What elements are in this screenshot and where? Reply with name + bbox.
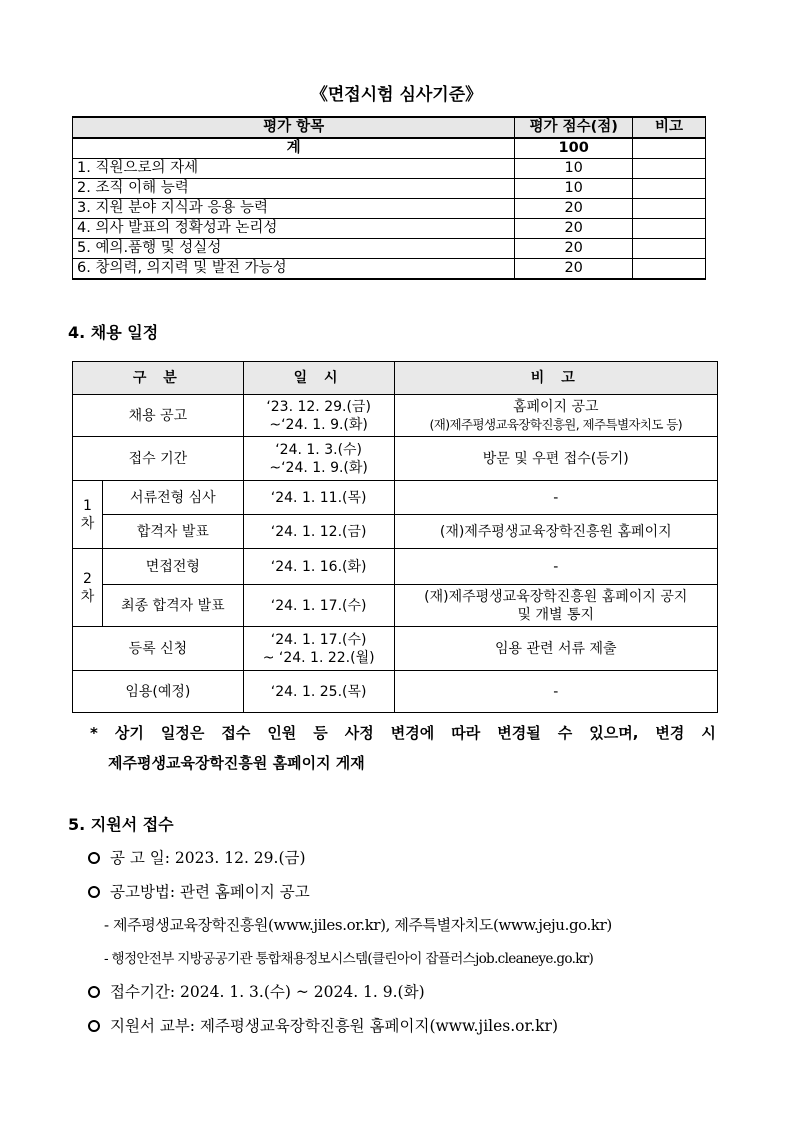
header-item: 평가 항목 — [73, 117, 515, 138]
stage-suffix: 차 — [80, 515, 95, 532]
schedule-table — [72, 361, 718, 713]
stage-label — [73, 481, 103, 549]
criteria-item: 3. 지원 분야 지식과 응용 능력 — [73, 199, 515, 219]
criteria-note — [633, 199, 706, 219]
table-row — [73, 179, 706, 199]
note-line: (재)제주평생교육장학진흥원 홈페이지 공지 — [424, 588, 688, 605]
application-subitem: - 제주평생교육장학진흥원(www.jiles.or.kr), 제주특별자치도(www.jeju.go.kr) — [104, 916, 612, 934]
row-label: 등록 신청 — [73, 627, 244, 671]
note-word: 인원 — [267, 724, 297, 742]
row-date: ‘24. 1. 11.(목) — [243, 481, 394, 515]
header-note: 비 고 — [394, 362, 717, 395]
header-score: 평가 점수(점) — [515, 117, 633, 138]
note-line-2: 제주평생교육장학진흥원 홈페이지 게재 — [108, 754, 365, 772]
schedule-note — [90, 718, 716, 778]
row-note: (재)제주평생교육장학진흥원 홈페이지 — [394, 515, 717, 549]
row-date: ‘24. 1. 25.(목) — [243, 671, 394, 713]
table-row — [73, 437, 718, 481]
total-score: 100 — [515, 138, 633, 159]
schedule-heading: 4. 채용 일정 — [68, 323, 159, 342]
table-row — [73, 627, 718, 671]
total-note — [633, 138, 706, 159]
date-line: ~‘24. 1. 9.(화) — [269, 416, 368, 433]
note-word: 따라 — [451, 724, 481, 742]
criteria-score: 10 — [515, 159, 633, 179]
row-date: ‘24. 1. 12.(금) — [243, 515, 394, 549]
table-row — [73, 219, 706, 239]
row-label: 채용 공고 — [73, 395, 244, 437]
note-line: (재)제주평생교육장학진흥원, 제주특별자치도 등) — [429, 416, 682, 432]
row-date — [243, 395, 394, 437]
row-note: - — [394, 549, 717, 585]
table-header-row — [73, 362, 718, 395]
note-word: * — [90, 724, 98, 742]
date-line: ‘23. 12. 29.(금) — [266, 398, 371, 415]
note-word: 상기 — [114, 724, 144, 742]
criteria-score: 20 — [515, 199, 633, 219]
date-line: ~‘24. 1. 9.(화) — [269, 459, 368, 476]
note-line-1 — [90, 718, 716, 748]
application-text: 접수기간: 2024. 1. 3.(수) ~ 2024. 1. 9.(화) — [110, 983, 425, 1001]
note-word: 수 — [557, 724, 573, 742]
note-word: 있으며, — [589, 724, 639, 742]
application-text: 지원서 교부: 제주평생교육장학진흥원 홈페이지(www.jiles.or.kr) — [110, 1017, 558, 1035]
criteria-item: 5. 예의.품행 및 성실성 — [73, 239, 515, 259]
criteria-score: 10 — [515, 179, 633, 199]
header-note: 비고 — [633, 117, 706, 138]
circle-bullet-icon — [88, 986, 100, 998]
table-row-total — [73, 138, 706, 159]
criteria-note — [633, 259, 706, 280]
table-row — [73, 549, 718, 585]
application-item — [88, 1014, 558, 1036]
criteria-item: 1. 직원으로의 자세 — [73, 159, 515, 179]
row-date: ‘24. 1. 16.(화) — [243, 549, 394, 585]
table-row — [73, 481, 718, 515]
note-word: 등 — [313, 724, 328, 742]
application-item — [88, 980, 425, 1002]
table-row — [73, 159, 706, 179]
row-label: 임용(예정) — [73, 671, 244, 713]
criteria-item: 4. 의사 발표의 정확성과 논리성 — [73, 219, 515, 239]
criteria-item: 2. 조직 이해 능력 — [73, 179, 515, 199]
criteria-score: 20 — [515, 239, 633, 259]
table-row — [73, 199, 706, 219]
stage-number: 2 — [83, 570, 92, 587]
criteria-note — [633, 219, 706, 239]
row-label: 합격자 발표 — [102, 515, 243, 549]
note-word: 시 — [701, 724, 716, 742]
row-note: - — [394, 481, 717, 515]
row-note — [394, 395, 717, 437]
criteria-note — [633, 179, 706, 199]
date-line: ‘24. 1. 3.(수) — [275, 441, 363, 458]
row-label: 면접전형 — [102, 549, 243, 585]
application-item — [88, 846, 306, 868]
row-label: 최종 합격자 발표 — [102, 585, 243, 627]
table-row — [73, 239, 706, 259]
row-note: - — [394, 671, 717, 713]
row-note: 방문 및 우편 접수(등기) — [394, 437, 717, 481]
circle-bullet-icon — [88, 1020, 100, 1032]
header-date: 일 시 — [243, 362, 394, 395]
application-heading: 5. 지원서 접수 — [68, 815, 174, 834]
note-word: 사정 — [344, 724, 374, 742]
note-word: 변경에 — [390, 724, 435, 742]
criteria-item: 6. 창의력, 의지력 및 발전 가능성 — [73, 259, 515, 280]
note-line: 홈페이지 공고 — [512, 398, 599, 415]
row-note — [394, 585, 717, 627]
stage-label — [73, 549, 103, 627]
stage-suffix: 차 — [80, 588, 95, 605]
note-line: 및 개별 통지 — [517, 606, 595, 623]
row-note: 임용 관련 서류 제출 — [394, 627, 717, 671]
note-word: 변경될 — [497, 724, 541, 742]
criteria-table — [72, 116, 706, 280]
table-row — [73, 585, 718, 627]
date-line: ~ ‘24. 1. 22.(월) — [262, 649, 375, 666]
application-item — [88, 880, 310, 902]
criteria-score: 20 — [515, 219, 633, 239]
table-header-row — [73, 117, 706, 138]
circle-bullet-icon — [88, 886, 100, 898]
criteria-score: 20 — [515, 259, 633, 280]
criteria-title: 《면접시험 심사기준》 — [310, 85, 483, 105]
application-subitem: - 행정안전부 지방공공기관 통합채용정보시스템(클린아이 잡플러스job.cleaneye.go.kr) — [104, 951, 594, 967]
row-date — [243, 437, 394, 481]
table-row — [73, 671, 718, 713]
row-label: 서류전형 심사 — [102, 481, 243, 515]
row-date: ‘24. 1. 17.(수) — [243, 585, 394, 627]
application-text: 공 고 일: 2023. 12. 29.(금) — [110, 849, 306, 867]
total-label: 계 — [73, 138, 515, 159]
stage-number: 1 — [83, 497, 92, 514]
circle-bullet-icon — [88, 852, 100, 864]
note-word: 변경 — [655, 724, 685, 742]
note-word: 접수 — [221, 724, 251, 742]
table-row — [73, 515, 718, 549]
note-word: 일정은 — [160, 724, 205, 742]
row-label: 접수 기간 — [73, 437, 244, 481]
date-line: ‘24. 1. 17.(수) — [270, 631, 367, 648]
criteria-note — [633, 159, 706, 179]
header-category: 구 분 — [73, 362, 244, 395]
table-row — [73, 259, 706, 280]
table-row — [73, 395, 718, 437]
row-date — [243, 627, 394, 671]
criteria-note — [633, 239, 706, 259]
application-text: 공고방법: 관련 홈페이지 공고 — [110, 883, 310, 901]
